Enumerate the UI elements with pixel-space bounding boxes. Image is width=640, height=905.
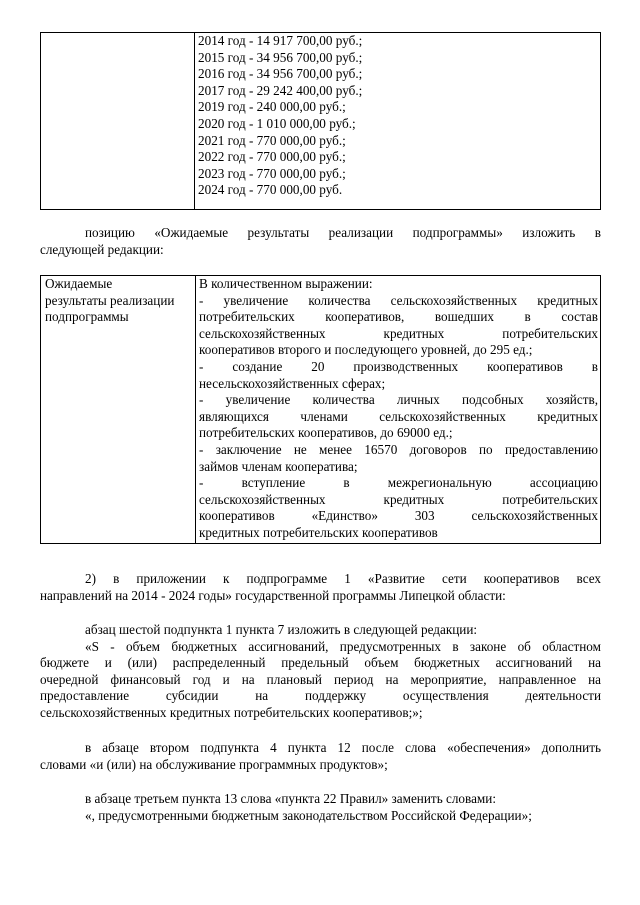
budget-label-cell: [41, 33, 195, 210]
results-label-line: подпрограммы: [45, 309, 129, 325]
results-line: - вступление в межрегиональную ассоциацию: [199, 475, 598, 491]
results-label-cell: [41, 276, 196, 544]
paragraph-line: «S - объем бюджетных ассигнований, предусмотренных в законе об областном: [85, 638, 601, 654]
budget-line: 2019 год - 240 000,00 руб.;: [198, 99, 346, 115]
results-values-cell: [196, 276, 601, 544]
paragraph-appendix: [40, 571, 601, 604]
results-line: - заключение не менее 16570 договоров по предоставлению: [199, 441, 598, 457]
paragraph-line: «, предусмотренными бюджетным законодательством Российской Федерации»;: [85, 807, 532, 823]
paragraph-line: направлений на 2014 - 2024 годы» государственной программы Липецкой области:: [40, 587, 506, 603]
budget-line: 2016 год - 34 956 700,00 руб.;: [198, 66, 363, 82]
paragraph-clause-7: [40, 622, 601, 722]
paragraph-line: словами «и (или) на обслуживание программных продуктов»;: [40, 756, 388, 772]
paragraph-line: 2) в приложении к подпрограмме 1 «Развитие сети кооперативов всех: [85, 571, 601, 586]
budget-line: 2023 год - 770 000,00 руб.;: [198, 165, 346, 181]
budget-line: 2020 год - 1 010 000,00 руб.;: [198, 115, 356, 131]
paragraph-line: в абзаце втором подпункта 4 пункта 12 после слова «обеспечения» дополнить: [85, 740, 601, 755]
results-line: кооперативов «Единство» 303 сельскохозяйственных: [199, 508, 598, 524]
paragraph-line: бюджете и (или) распределенный предельный объем бюджетных ассигнований на: [40, 655, 601, 671]
budget-line: 2022 год - 770 000,00 руб.;: [198, 149, 346, 165]
results-table: [40, 275, 601, 544]
paragraph-line: в абзаце третьем пункта 13 слова «пункта 22 Правил» заменить словами:: [85, 791, 497, 806]
results-line: кооперативов второго и последующего уровней, до 295 ед.;: [199, 342, 533, 358]
budget-line: 2021 год - 770 000,00 руб.;: [198, 132, 346, 148]
budget-table: [40, 32, 601, 210]
results-line: сельскохозяйственных кредитных потребительских: [199, 325, 598, 341]
table-row: [41, 276, 601, 544]
results-line: потребительских кооперативов, до 69000 ед.;: [199, 425, 453, 441]
results-line: потребительских кооперативов, вошедших в состав: [199, 309, 598, 325]
results-line: сельскохозяйственных кредитных потребительских: [199, 491, 598, 507]
results-label-line: Ожидаемые: [45, 276, 113, 291]
paragraph-results-intro: [40, 225, 601, 258]
results-line: займов членам кооператива;: [199, 458, 358, 474]
budget-line: 2024 год - 770 000,00 руб.: [198, 182, 343, 198]
results-line: В количественном выражении:: [199, 276, 373, 291]
paragraph-line: позицию «Ожидаемые результаты реализации подпрограммы» изложить в: [85, 225, 601, 240]
results-line: - увеличение количества сельскохозяйственных кредитных: [199, 292, 598, 308]
budget-values-cell: [195, 33, 601, 210]
budget-line: 2015 год - 34 956 700,00 руб.;: [198, 49, 363, 65]
results-line: - увеличение количества личных подсобных хозяйств,: [199, 392, 598, 408]
results-line: несельскохозяйственных сферах;: [199, 375, 386, 391]
paragraph-clause-12: [40, 740, 601, 773]
table-row: [41, 33, 601, 210]
results-label-line: результаты реализации: [45, 292, 175, 308]
results-line: кредитных потребительских кооперативов: [199, 524, 438, 540]
results-line: - создание 20 производственных кооперативов в: [199, 358, 598, 374]
results-line: являющихся членами сельскохозяйственных кредитных: [199, 408, 598, 424]
paragraph-line: очередной финансовый год и на плановый период на мероприятие, направленное на: [40, 671, 601, 687]
paragraph-line: абзац шестой подпункта 1 пункта 7 изложить в следующей редакции:: [85, 622, 478, 637]
paragraph-line: предоставление субсидии на поддержку осуществления деятельности: [40, 688, 601, 704]
budget-line: 2017 год - 29 242 400,00 руб.;: [198, 82, 363, 98]
budget-line: 2014 год - 14 917 700,00 руб.;: [198, 33, 363, 48]
paragraph-line: сельскохозяйственных кредитных потребительских кооперативов;»;: [40, 704, 423, 720]
paragraph-line: следующей редакции:: [40, 241, 164, 257]
paragraph-clause-13: [40, 791, 601, 824]
